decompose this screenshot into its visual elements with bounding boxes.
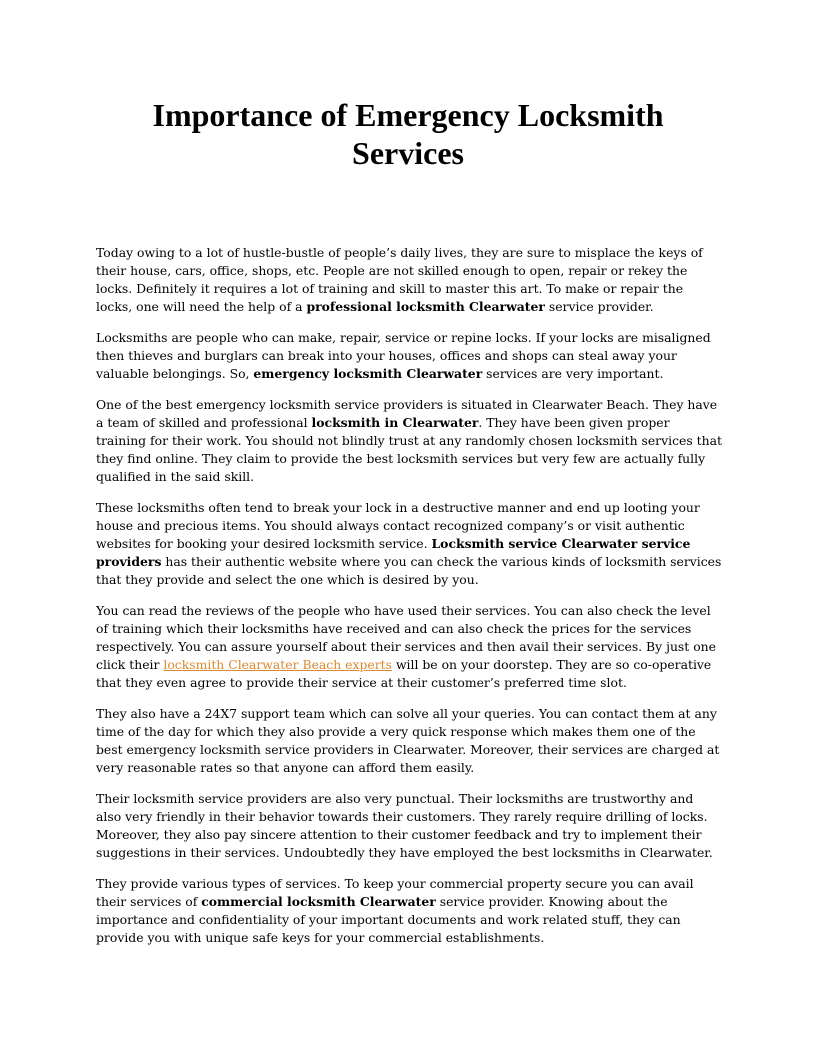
paragraph-1-text-a: Today owing to a lot of hustle-bustle of people’s daily lives, they are sure to misplace the keys of their house, cars, office, shops, etc. People are not skilled enough to open, repair or rekey the locks. Definitely it requires a lot of training and skill to master this art. To make or repair the locks, one will need the help of a xyxy=(96,245,703,314)
paragraph-6-text: They also have a 24X7 support team which can solve all your queries. You can contact them at any time of the day for which they also provide a very quick response which makes them one of the best emergency locksmith service providers in Clearwater. Moreover, their services are charged at very reasonable rates so that anyone can afford them easily. xyxy=(96,706,720,775)
bold-keyword-commercial-locksmith: commercial locksmith Clearwater xyxy=(201,894,436,909)
bold-keyword-service-providers: Locksmith service Clearwater service providers xyxy=(96,536,691,569)
paragraph-7-text: Their locksmith service providers are also very punctual. Their locksmiths are trustworthy and also very friendly in their behavior towards their customers. They rarely require drilling of locks. Moreover, they also pay sincere attention to their customer feedback and try to implement their suggestions in their services. Undoubtedly they have employed the best locksmiths in Clearwater. xyxy=(96,791,713,860)
paragraph-5-text-a: You can read the reviews of the people who have used their services. You can also check the level of training which their locksmiths have received and can also check the prices for the services respectively. You can assure yourself about their services and then avail their services. By just one click their xyxy=(96,603,716,672)
document-body xyxy=(96,244,722,960)
paragraph-7 xyxy=(96,790,722,862)
paragraph-8-text-b: service provider. Knowing about the importance and confidentiality of your important documents and work related stuff, they can provide you with unique safe keys for your commercial establishments. xyxy=(96,894,681,945)
page-title: Importance of Emergency Locksmith Services xyxy=(152,97,664,171)
paragraph-3-text-b: . They have been given proper training for their work. You should not blindly trust at any randomly chosen locksmith services that they find online. They claim to provide the best locksmith services but very few are actually fully qualified in the said skill. xyxy=(96,415,722,484)
paragraph-4-text-b: has their authentic website where you can check the various kinds of locksmith services that they provide and select the one which is desired by you. xyxy=(96,554,722,587)
bold-keyword-professional-locksmith: professional locksmith Clearwater xyxy=(306,299,545,314)
paragraph-2 xyxy=(96,329,722,383)
paragraph-2-text-b: services are very important. xyxy=(482,366,664,381)
paragraph-4-text-a: These locksmiths often tend to break your lock in a destructive manner and end up looting your house and precious items. You should always contact recognized company’s or visit authentic websites for booking your desired locksmith service. xyxy=(96,500,700,551)
paragraph-1-text-b: service provider. xyxy=(544,299,654,314)
paragraph-2-text-a: Locksmiths are people who can make, repair, service or repine locks. If your locks are misaligned then thieves and burglars can break into your houses, offices and shops can steal away your valuable belongings. So, xyxy=(96,330,711,381)
paragraph-6 xyxy=(96,705,722,777)
link-locksmith-beach-experts[interactable]: locksmith Clearwater Beach experts xyxy=(163,657,392,672)
paragraph-5 xyxy=(96,602,722,692)
paragraph-8 xyxy=(96,875,722,947)
paragraph-1 xyxy=(96,244,722,316)
paragraph-4 xyxy=(96,499,722,589)
paragraph-8-text-a: They provide various types of services. To keep your commercial property secure you can avail their services of xyxy=(96,876,694,909)
paragraph-3-text-a: One of the best emergency locksmith service providers is situated in Clearwater Beach. They have a team of skilled and professional xyxy=(96,397,718,430)
paragraph-5-text-b: will be on your doorstep. They are so co-operative that they even agree to provide their service at their customer’s preferred time slot. xyxy=(96,657,712,690)
bold-keyword-emergency-locksmith: emergency locksmith Clearwater xyxy=(253,366,483,381)
bold-keyword-locksmith-in-clearwater: locksmith in Clearwater xyxy=(311,415,479,430)
paragraph-3 xyxy=(96,396,722,486)
